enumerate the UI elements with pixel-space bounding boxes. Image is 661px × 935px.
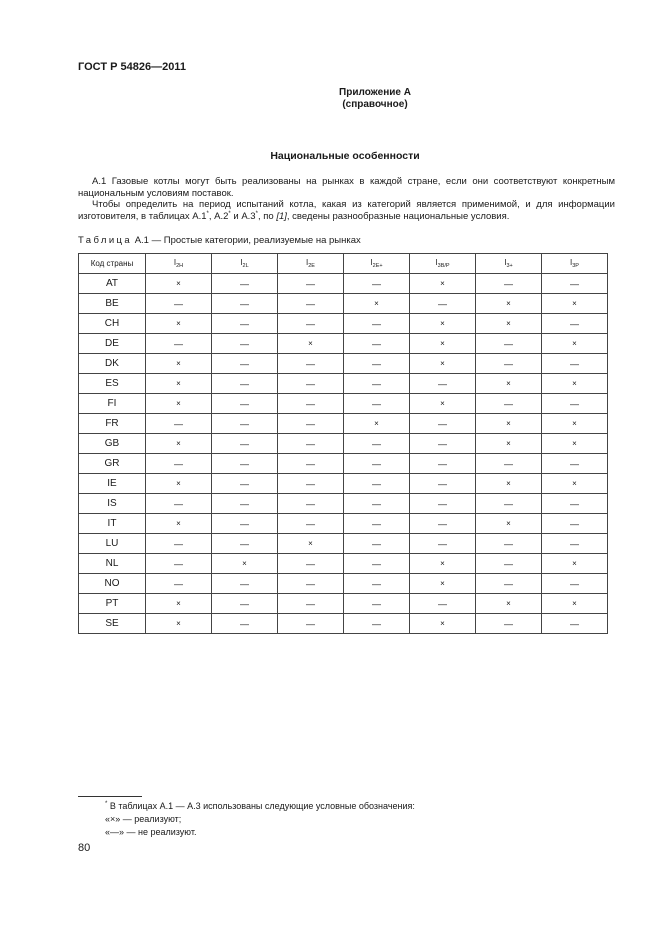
availability-cell: × bbox=[410, 574, 476, 594]
availability-cell: — bbox=[212, 614, 278, 634]
availability-cell: — bbox=[146, 454, 212, 474]
column-header-label: I bbox=[240, 258, 243, 267]
availability-cell: — bbox=[278, 514, 344, 534]
column-header-label: I bbox=[570, 258, 573, 267]
table-row bbox=[79, 354, 608, 374]
availability-cell: — bbox=[410, 294, 476, 314]
availability-cell: — bbox=[344, 374, 410, 394]
availability-cell: — bbox=[542, 394, 608, 414]
availability-cell: — bbox=[278, 494, 344, 514]
table-row bbox=[79, 334, 608, 354]
availability-cell: × bbox=[476, 514, 542, 534]
table-row bbox=[79, 514, 608, 534]
availability-cell: — bbox=[212, 334, 278, 354]
national-categories-table bbox=[78, 253, 608, 634]
availability-cell: — bbox=[146, 494, 212, 514]
availability-cell: — bbox=[476, 554, 542, 574]
footnote-mark: * bbox=[105, 801, 108, 807]
paragraph-text: , А.2 bbox=[208, 210, 229, 222]
availability-cell: × bbox=[410, 614, 476, 634]
footnote-mark: * bbox=[206, 210, 209, 217]
availability-cell: × bbox=[542, 554, 608, 574]
country-code-cell: ES bbox=[79, 374, 146, 394]
availability-cell: — bbox=[344, 454, 410, 474]
availability-cell: × bbox=[146, 514, 212, 534]
paragraph-categories bbox=[78, 199, 615, 222]
appendix-subtitle: (справочное) bbox=[342, 99, 408, 110]
availability-cell: — bbox=[344, 574, 410, 594]
availability-cell: × bbox=[476, 414, 542, 434]
availability-cell: × bbox=[278, 334, 344, 354]
availability-cell: × bbox=[410, 314, 476, 334]
footnote-divider bbox=[78, 796, 142, 797]
availability-cell: — bbox=[278, 414, 344, 434]
availability-cell: × bbox=[410, 354, 476, 374]
table-row bbox=[79, 314, 608, 334]
availability-cell: × bbox=[410, 394, 476, 414]
availability-cell: — bbox=[410, 534, 476, 554]
availability-cell: — bbox=[146, 294, 212, 314]
country-code-cell: DE bbox=[79, 334, 146, 354]
page-number: 80 bbox=[78, 842, 91, 854]
footnote-legend-intro bbox=[105, 801, 415, 812]
availability-cell: — bbox=[344, 354, 410, 374]
availability-cell: × bbox=[542, 374, 608, 394]
availability-cell: × bbox=[212, 554, 278, 574]
availability-cell: — bbox=[278, 314, 344, 334]
availability-cell: — bbox=[344, 494, 410, 514]
availability-cell: × bbox=[146, 314, 212, 334]
availability-cell: — bbox=[212, 314, 278, 334]
availability-cell: — bbox=[278, 574, 344, 594]
column-header-subscript: 2E+ bbox=[372, 263, 383, 269]
availability-cell: — bbox=[278, 474, 344, 494]
document-header: ГОСТ Р 54826—2011 bbox=[78, 61, 186, 73]
availability-cell: — bbox=[212, 434, 278, 454]
availability-cell: × bbox=[410, 554, 476, 574]
availability-cell: — bbox=[212, 294, 278, 314]
paragraph-text: , по bbox=[257, 210, 277, 222]
availability-cell: — bbox=[278, 454, 344, 474]
availability-cell: × bbox=[542, 334, 608, 354]
table-row bbox=[79, 374, 608, 394]
availability-cell: × bbox=[476, 434, 542, 454]
availability-cell: — bbox=[542, 494, 608, 514]
footnote-legend-cross: «×» — реализуют; bbox=[105, 814, 182, 824]
availability-cell: × bbox=[146, 354, 212, 374]
table-row bbox=[79, 274, 608, 294]
table-row bbox=[79, 434, 608, 454]
availability-cell: — bbox=[344, 474, 410, 494]
availability-cell: — bbox=[146, 534, 212, 554]
country-code-cell: IS bbox=[79, 494, 146, 514]
availability-cell: — bbox=[146, 334, 212, 354]
availability-cell: × bbox=[476, 314, 542, 334]
paragraph-a1 bbox=[78, 176, 615, 199]
country-code-cell: PT bbox=[79, 594, 146, 614]
country-code-cell: GR bbox=[79, 454, 146, 474]
availability-cell: — bbox=[344, 434, 410, 454]
availability-cell: — bbox=[542, 514, 608, 534]
country-code-cell: FI bbox=[79, 394, 146, 414]
table-row bbox=[79, 494, 608, 514]
availability-cell: × bbox=[476, 474, 542, 494]
availability-cell: — bbox=[212, 454, 278, 474]
bibliography-reference: [1] bbox=[276, 210, 287, 222]
availability-cell: — bbox=[344, 514, 410, 534]
availability-cell: — bbox=[212, 374, 278, 394]
column-header-category bbox=[410, 254, 476, 274]
availability-cell: — bbox=[344, 554, 410, 574]
availability-cell: — bbox=[476, 614, 542, 634]
column-header-label: Код страны bbox=[90, 259, 134, 268]
appendix-heading bbox=[260, 87, 490, 111]
availability-cell: — bbox=[212, 494, 278, 514]
table-header-row bbox=[79, 254, 608, 274]
table-caption-prefix: Таблица bbox=[78, 235, 133, 246]
availability-cell: — bbox=[278, 594, 344, 614]
footnote-text: В таблицах А.1 — А.3 использованы следующие условные обозначения: bbox=[107, 801, 415, 811]
availability-cell: — bbox=[542, 354, 608, 374]
availability-cell: — bbox=[410, 434, 476, 454]
availability-cell: × bbox=[410, 334, 476, 354]
table-row bbox=[79, 454, 608, 474]
availability-cell: — bbox=[146, 414, 212, 434]
column-header-category bbox=[146, 254, 212, 274]
column-header-label: I bbox=[504, 258, 507, 267]
availability-cell: — bbox=[476, 454, 542, 474]
availability-cell: × bbox=[344, 294, 410, 314]
availability-cell: × bbox=[146, 614, 212, 634]
availability-cell: × bbox=[344, 414, 410, 434]
country-code-cell: GB bbox=[79, 434, 146, 454]
availability-cell: — bbox=[410, 514, 476, 534]
availability-cell: × bbox=[146, 374, 212, 394]
availability-cell: × bbox=[278, 534, 344, 554]
availability-cell: — bbox=[344, 274, 410, 294]
table-row bbox=[79, 554, 608, 574]
country-code-cell: FR bbox=[79, 414, 146, 434]
availability-cell: — bbox=[410, 454, 476, 474]
country-code-cell: SE bbox=[79, 614, 146, 634]
table-caption-text: А.1 — Простые категории, реализуемые на рынках bbox=[132, 235, 361, 246]
column-header-category bbox=[278, 254, 344, 274]
availability-cell: — bbox=[212, 394, 278, 414]
column-header-subscript: 2H bbox=[176, 263, 184, 269]
availability-cell: × bbox=[542, 434, 608, 454]
table-row bbox=[79, 394, 608, 414]
availability-cell: — bbox=[344, 314, 410, 334]
column-header-subscript: 3P bbox=[572, 263, 579, 269]
table-row bbox=[79, 414, 608, 434]
availability-cell: × bbox=[476, 594, 542, 614]
table-row bbox=[79, 474, 608, 494]
availability-cell: — bbox=[344, 334, 410, 354]
availability-cell: — bbox=[410, 494, 476, 514]
country-code-cell: LU bbox=[79, 534, 146, 554]
availability-cell: — bbox=[212, 474, 278, 494]
availability-cell: — bbox=[146, 554, 212, 574]
availability-cell: — bbox=[344, 614, 410, 634]
table-row bbox=[79, 534, 608, 554]
table-caption bbox=[78, 235, 361, 246]
availability-cell: — bbox=[410, 374, 476, 394]
availability-cell: — bbox=[212, 534, 278, 554]
availability-cell: — bbox=[542, 454, 608, 474]
column-header-subscript: 2E bbox=[308, 263, 315, 269]
column-header-label: I bbox=[173, 258, 177, 267]
availability-cell: — bbox=[476, 494, 542, 514]
footnote-mark: * bbox=[228, 210, 231, 217]
availability-cell: × bbox=[542, 474, 608, 494]
availability-cell: — bbox=[146, 574, 212, 594]
section-title: Национальные особенности bbox=[270, 150, 420, 162]
country-code-cell: DK bbox=[79, 354, 146, 374]
availability-cell: — bbox=[344, 394, 410, 414]
availability-cell: × bbox=[542, 414, 608, 434]
column-header-country bbox=[79, 254, 146, 274]
footnote-legend-dash: «—» — не реализуют. bbox=[105, 827, 197, 837]
column-header-subscript: 3+ bbox=[506, 263, 513, 269]
availability-cell: — bbox=[542, 574, 608, 594]
table-row bbox=[79, 594, 608, 614]
column-header-label: I bbox=[306, 258, 309, 267]
availability-cell: — bbox=[212, 274, 278, 294]
column-header-label: I bbox=[435, 258, 438, 267]
country-code-cell: AT bbox=[79, 274, 146, 294]
availability-cell: × bbox=[410, 274, 476, 294]
availability-cell: — bbox=[278, 434, 344, 454]
availability-cell: — bbox=[278, 354, 344, 374]
availability-cell: — bbox=[476, 574, 542, 594]
availability-cell: × bbox=[146, 274, 212, 294]
column-header-subscript: 3B/P bbox=[437, 263, 450, 269]
country-code-cell: IT bbox=[79, 514, 146, 534]
availability-cell: — bbox=[476, 534, 542, 554]
table-row bbox=[79, 294, 608, 314]
country-code-cell: IE bbox=[79, 474, 146, 494]
availability-cell: — bbox=[476, 274, 542, 294]
availability-cell: — bbox=[212, 574, 278, 594]
table-row bbox=[79, 574, 608, 594]
availability-cell: — bbox=[542, 274, 608, 294]
availability-cell: — bbox=[476, 394, 542, 414]
paragraph-text: Чтобы определить на период испытаний котла, какая из категорий является применимой, и для информации изготовителя, в таблицах А.1 bbox=[78, 199, 615, 222]
availability-cell: — bbox=[344, 534, 410, 554]
availability-cell: × bbox=[146, 594, 212, 614]
availability-cell: — bbox=[542, 534, 608, 554]
availability-cell: — bbox=[278, 554, 344, 574]
footnote-mark: * bbox=[255, 210, 258, 217]
availability-cell: × bbox=[146, 394, 212, 414]
availability-cell: — bbox=[278, 614, 344, 634]
table-row bbox=[79, 614, 608, 634]
country-code-cell: NO bbox=[79, 574, 146, 594]
country-code-cell: BE bbox=[79, 294, 146, 314]
availability-cell: — bbox=[212, 594, 278, 614]
paragraph-a1-text: А.1 Газовые котлы могут быть реализованы на рынках в каждой стране, если они соответствуют конкретным национальным условиям поставок. bbox=[78, 176, 615, 199]
availability-cell: — bbox=[278, 374, 344, 394]
availability-cell: — bbox=[278, 274, 344, 294]
availability-cell: × bbox=[146, 474, 212, 494]
paragraph-text: и А.3 bbox=[230, 210, 256, 222]
availability-cell: × bbox=[476, 294, 542, 314]
column-header-category bbox=[542, 254, 608, 274]
appendix-title: Приложение А bbox=[339, 87, 411, 98]
availability-cell: × bbox=[542, 594, 608, 614]
country-code-cell: CH bbox=[79, 314, 146, 334]
column-header-category bbox=[344, 254, 410, 274]
paragraph-text: , сведены разнообразные национальные условия. bbox=[286, 210, 510, 222]
availability-cell: — bbox=[278, 394, 344, 414]
availability-cell: — bbox=[410, 414, 476, 434]
availability-cell: — bbox=[212, 514, 278, 534]
availability-cell: — bbox=[410, 474, 476, 494]
availability-cell: — bbox=[476, 334, 542, 354]
availability-cell: × bbox=[542, 294, 608, 314]
availability-cell: — bbox=[344, 594, 410, 614]
availability-cell: — bbox=[542, 614, 608, 634]
country-code-cell: NL bbox=[79, 554, 146, 574]
availability-cell: × bbox=[476, 374, 542, 394]
availability-cell: — bbox=[476, 354, 542, 374]
column-header-category bbox=[476, 254, 542, 274]
availability-cell: — bbox=[542, 314, 608, 334]
availability-cell: — bbox=[212, 414, 278, 434]
availability-cell: — bbox=[212, 354, 278, 374]
column-header-label: I bbox=[370, 258, 373, 267]
availability-cell: — bbox=[410, 594, 476, 614]
availability-cell: × bbox=[146, 434, 212, 454]
availability-cell: — bbox=[278, 294, 344, 314]
column-header-subscript: 2L bbox=[242, 263, 249, 269]
column-header-category bbox=[212, 254, 278, 274]
